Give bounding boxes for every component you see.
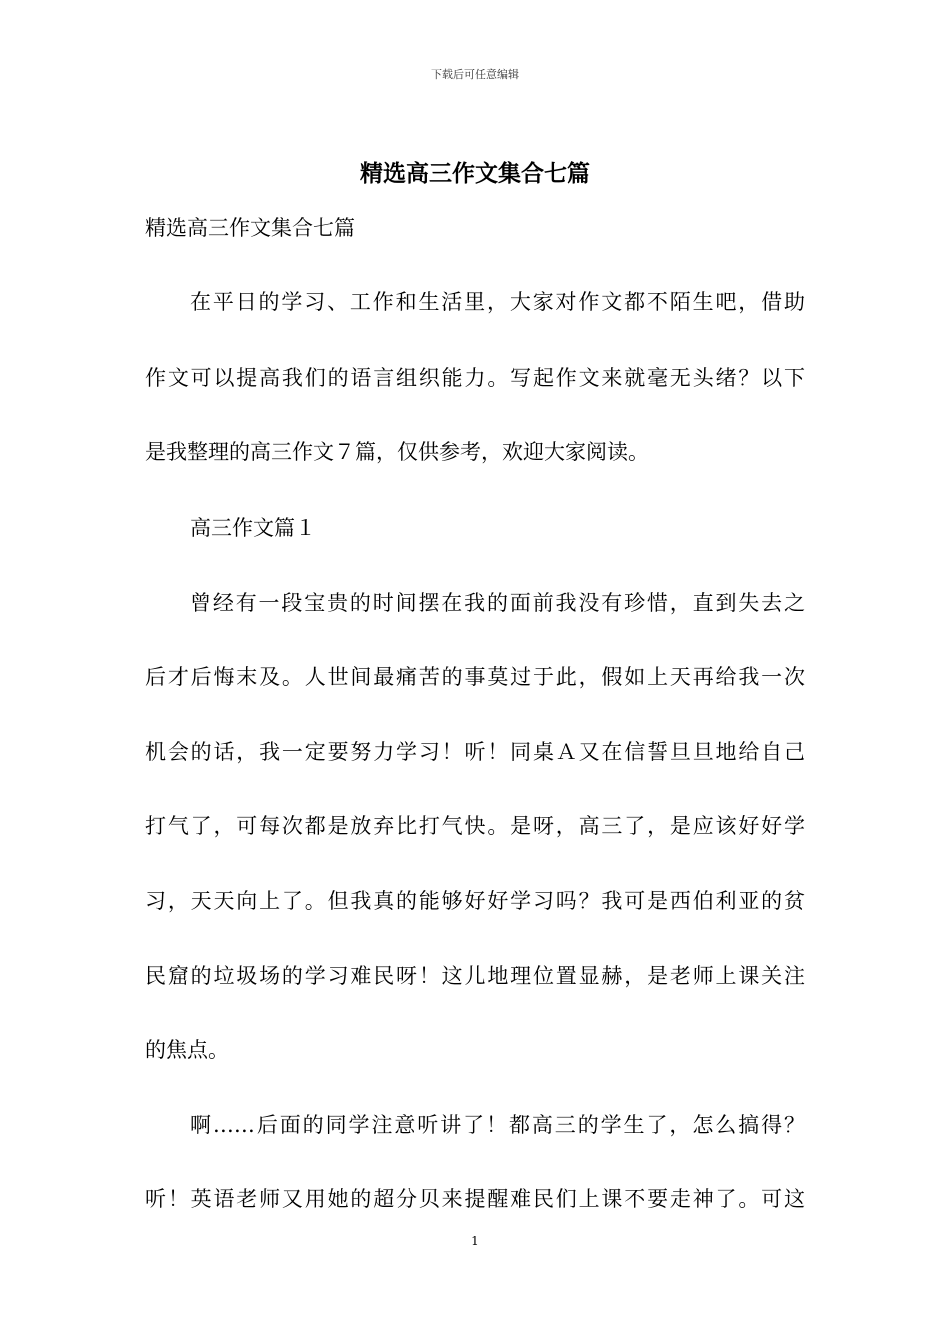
page-number: 1 — [471, 1234, 479, 1248]
paragraph-1-line-3: 机会的话，我一定要努力学习！听！同桌Ａ又在信誓旦旦地给自己 — [145, 740, 805, 764]
paragraph-1-line-2: 后才后悔末及。人世间最痛苦的事莫过于此，假如上天再给我一次 — [145, 665, 805, 689]
intro-line-3: 是我整理的高三作文７篇，仅供参考，欢迎大家阅读。 — [145, 440, 649, 464]
paragraph-1-line-1: 曾经有一段宝贵的时间摆在我的面前我没有珍惜，直到失去之 — [190, 591, 805, 615]
section-heading: 高三作文篇１ — [190, 516, 316, 540]
paragraph-1-line-5: 习，天天向上了。但我真的能够好好学习吗？我可是西伯利亚的贫 — [145, 889, 805, 913]
paragraph-2-line-2: 听！英语老师又用她的超分贝来提醒难民们上课不要走神了。可这 — [145, 1187, 805, 1211]
paragraph-1-line-4: 打气了，可每次都是放弃比打气快。是呀，高三了，是应该好好学 — [145, 814, 805, 838]
paragraph-2-line-1: 啊……后面的同学注意听讲了！都高三的学生了，怎么搞得？ — [190, 1113, 805, 1137]
paragraph-1-line-7: 的焦点。 — [145, 1038, 229, 1062]
paragraph-1-line-6: 民窟的垃圾场的学习难民呀！这儿地理位置显赫，是老师上课关注 — [145, 964, 805, 988]
document-title: 精选高三作文集合七篇 — [360, 160, 590, 187]
intro-line-2: 作文可以提高我们的语言组织能力。写起作文来就毫无头绪？以下 — [145, 366, 805, 390]
page-header: 下载后可任意编辑 — [431, 68, 519, 81]
intro-line-1: 在平日的学习、工作和生活里，大家对作文都不陌生吧，借助 — [190, 290, 805, 314]
document-subtitle: 精选高三作文集合七篇 — [145, 216, 355, 240]
